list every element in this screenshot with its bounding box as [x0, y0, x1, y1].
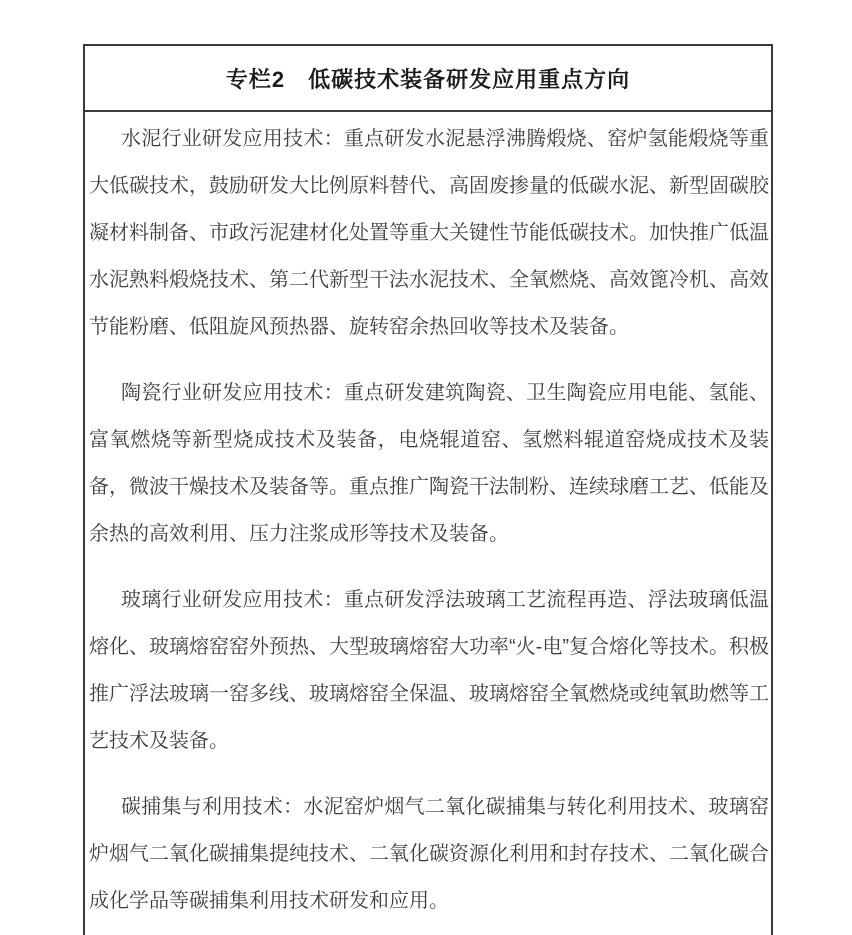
paragraph-ceramics: 陶瓷行业研发应用技术：重点研发建筑陶瓷、卫生陶瓷应用电能、氢能、富氧燃烧等新型烧成技术及装备，电烧辊道窑、氢燃料辊道窑烧成技术及装备，微波干燥技术及装备等。重点推广陶瓷干法制粉、连续球磨工艺、低能及余热的高效利用、压力注浆成形等技术及装备。: [89, 382, 769, 545]
callout-box-body: [85, 112, 771, 925]
callout-box-header: [85, 46, 771, 112]
paragraph-carbon-capture: 碳捕集与利用技术：水泥窑炉烟气二氧化碳捕集与转化利用技术、玻璃窑炉烟气二氧化碳捕集提纯技术、二氧化碳资源化利用和封存技术、二氧化碳合成化学品等碳捕集利用技术研发和应用。: [89, 796, 769, 912]
callout-box-title: 专栏2 低碳技术装备研发应用重点方向: [225, 66, 631, 92]
paragraph-cement: 水泥行业研发应用技术：重点研发水泥悬浮沸腾煅烧、窑炉氢能煅烧等重大低碳技术，鼓励研发大比例原料替代、高固废掺量的低碳水泥、新型固碳胶凝材料制备、市政污泥建材化处置等重大关键性节能低碳技术。加快推广低温水泥熟料煅烧技术、第二代新型干法水泥技术、全氧燃烧、高效篦冷机、高效节能粉磨、低阻旋风预热器、旋转窑余热回收等技术及装备。: [89, 128, 769, 338]
paragraph-glass: 玻璃行业研发应用技术：重点研发浮法玻璃工艺流程再造、浮法玻璃低温熔化、玻璃熔窑窑外预热、大型玻璃熔窑大功率“火-电”复合熔化等技术。积极推广浮法玻璃一窑多线、玻璃熔窑全保温、玻璃熔窑全氧燃烧或纯氧助燃等工艺技术及装备。: [89, 589, 769, 752]
callout-box: [83, 44, 773, 935]
